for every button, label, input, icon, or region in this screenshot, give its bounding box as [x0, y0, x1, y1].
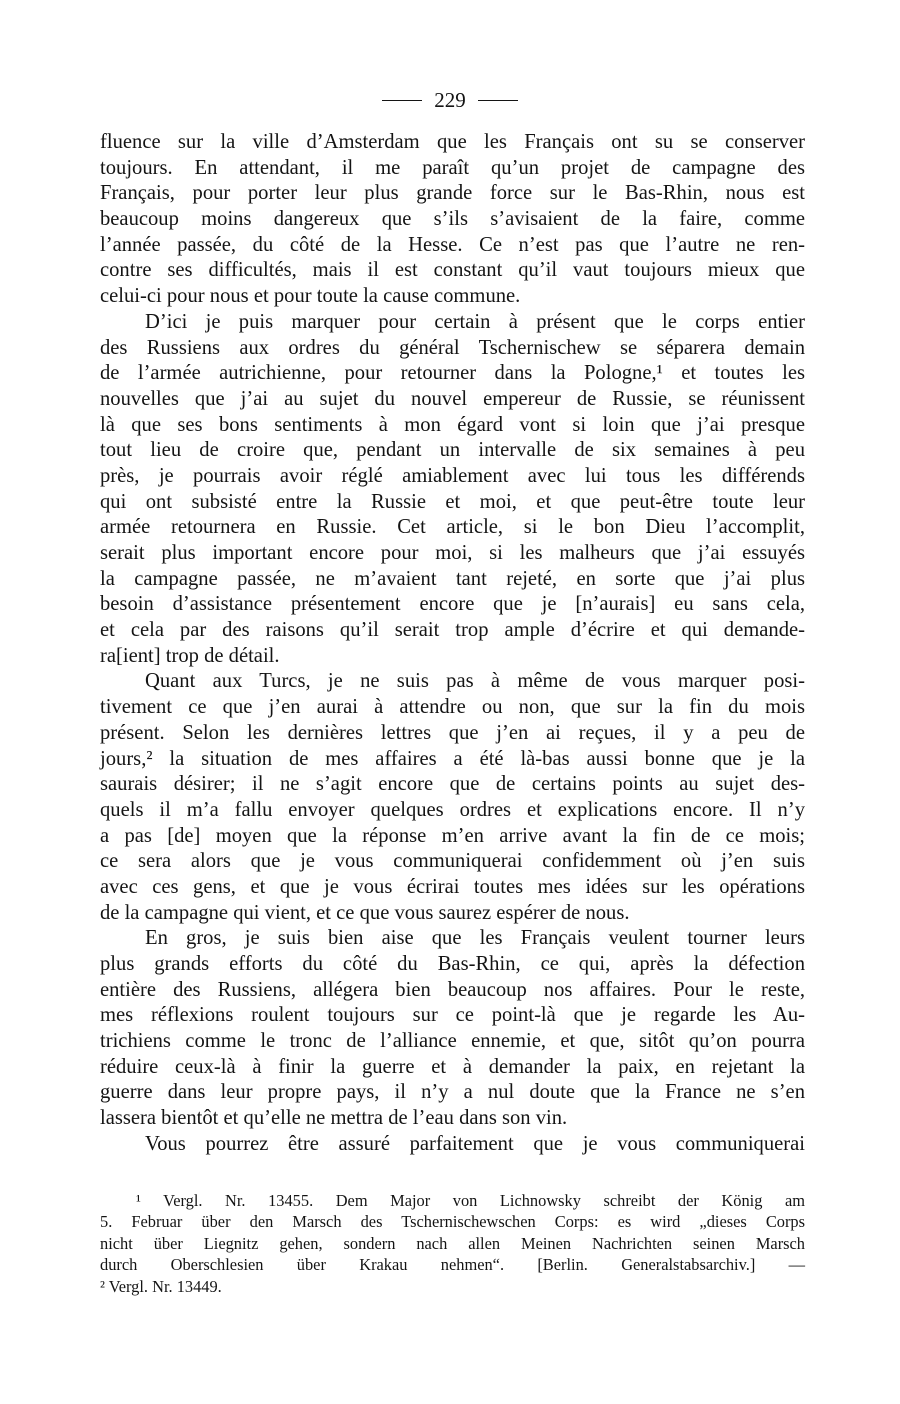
text-line: des Russiens aux ordres du général Tschernischew se séparera demain — [100, 336, 805, 359]
text-line: mes réflexions roulent toujours sur ce point-là que je regarde les Au- — [100, 1004, 805, 1027]
text-line: présent. Selon les dernières lettres que j’en ai reçues, il y a peu de — [100, 721, 805, 744]
text-line: entière des Russiens, allégera bien beaucoup nos affaires. Pour le reste, — [100, 978, 805, 1001]
text-line: armée retournera en Russie. Cet article, si le bon Dieu l’accomplit, — [100, 516, 805, 539]
text-line: avec ces gens, et que je vous écrirai toutes mes idées sur les opérations — [100, 875, 805, 898]
footnote-line: ¹ Vergl. Nr. 13455. Dem Major von Lichnowsky schreibt der König am — [136, 1191, 805, 1210]
text-line: nouvelles que j’ai au sujet du nouvel empereur de Russie, se réunissent — [100, 387, 805, 410]
header-rule-right — [478, 100, 518, 101]
paragraph-first-line: Quant aux Turcs, je ne suis pas à même de vous marquer posi- — [145, 670, 805, 693]
text-line: serait plus important encore pour moi, si les malheurs que j’ai essuyés — [100, 542, 805, 564]
text-line: plus grands efforts du côté du Bas-Rhin, ce qui, après la défection — [100, 953, 805, 975]
text-line: trichiens comme le tronc de l’alliance ennemie, et que, sitôt qu’on pourra — [100, 1030, 805, 1053]
text-line: contre ses difficultés, mais il est constant qu’il vaut toujours mieux que — [100, 259, 805, 282]
text-line: besoin d’assistance présentement encore que je [n’aurais] eu sans cela, — [100, 593, 805, 616]
footnote-line: durch Oberschlesien über Krakau nehmen“. [Berlin. Generalstabsarchiv.] — — [100, 1255, 805, 1275]
text-line: qui ont subsisté entre la Russie et moi, et que peut-être toute leur — [100, 490, 805, 513]
text-line: Français, pour porter leur plus grande force sur le Bas-Rhin, nous est — [100, 182, 805, 205]
text-line: près, je pourrais avoir réglé amiablement avec lui tous les différends — [100, 464, 805, 487]
text-line: de la campagne qui vient, et ce que vous saurez espérer de nous. — [100, 901, 630, 924]
text-line: là que ses bons sentiments à mon égard vont si loin que j’ai presque — [100, 413, 805, 436]
text-line: fluence sur la ville d’Amsterdam que les Français ont su se conserver — [100, 131, 805, 153]
text-line: la campagne passée, ne m’avaient tant rejeté, en sorte que j’ai plus — [100, 567, 805, 590]
text-line: réduire ceux-là à finir la guerre et à demander la paix, en rejetant la — [100, 1055, 805, 1078]
footnotes — [100, 1190, 805, 1297]
footnote-line: 5. Februar über den Marsch des Tschernischewschen Corps: es wird „dieses Corps — [100, 1212, 805, 1232]
text-line: a pas [de] moyen que la réponse m’en arrive avant la fin de ce mois; — [100, 824, 805, 847]
text-line: ce sera alors que je vous communiquerai confidemment où j’en suis — [100, 850, 805, 873]
text-line: et cela par des raisons qu’il serait trop ample d’écrire et qui demande- — [100, 619, 805, 642]
text-line: toujours. En attendant, il me paraît qu’un projet de campagne des — [100, 156, 805, 179]
footnote-line: ² Vergl. Nr. 13449. — [100, 1276, 222, 1296]
footnote-line: nicht über Liegnitz gehen, sondern nach allen Meinen Nachrichten seinen Marsch — [100, 1233, 805, 1253]
text-line: tout lieu de croire que, pendant un intervalle de six semaines à peu — [100, 439, 805, 462]
text-line: tivement ce que j’en aurai à attendre ou non, que sur la fin du mois — [100, 696, 805, 719]
text-line: celui-ci pour nous et pour toute la cause commune. — [100, 285, 521, 308]
paragraph-first-line: D’ici je puis marquer pour certain à présent que le corps entier — [145, 310, 805, 333]
body-text — [100, 130, 805, 1158]
page-header — [0, 86, 900, 114]
text-line: l’année passée, du côté de la Hesse. Ce n’est pas que l’autre ne ren- — [100, 233, 805, 256]
text-line: ra[ient] trop de détail. — [100, 644, 280, 667]
text-line: jours,² la situation de mes affaires a été là-bas aussi bonne que je la — [100, 747, 805, 770]
text-line: guerre dans leur propre pays, il n’y a nul doute que la France ne s’en — [100, 1081, 805, 1104]
text-line: quels il m’a fallu envoyer quelques ordres et explications encore. Il n’y — [100, 798, 805, 821]
header-rule-left — [382, 100, 422, 101]
paragraph-first-line: Vous pourrez être assuré parfaitement que je vous communiquerai — [145, 1132, 805, 1155]
page-number: 229 — [434, 88, 466, 112]
text-line: beaucoup moins dangereux que s’ils s’avisaient de la faire, comme — [100, 208, 805, 231]
text-line: de l’armée autrichienne, pour retourner dans la Pologne,¹ et toutes les — [100, 362, 805, 385]
paragraph-first-line: En gros, je suis bien aise que les Français veulent tourner leurs — [145, 927, 805, 950]
text-line: saurais désirer; il ne s’agit encore que de certains points au sujet des- — [100, 773, 805, 796]
text-line: lassera bientôt et qu’elle ne mettra de l’eau dans son vin. — [100, 1107, 568, 1130]
